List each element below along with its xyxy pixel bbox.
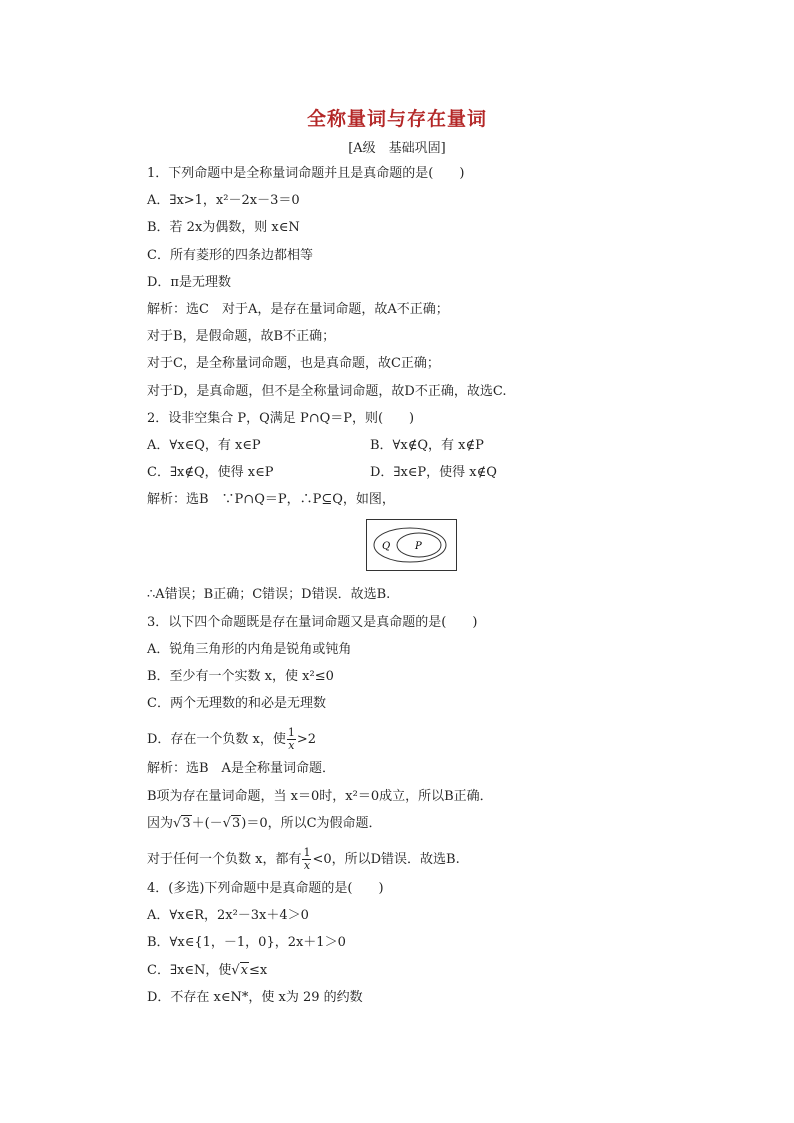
q1-option-b: B．若 2x为偶数，则 x∈N — [147, 220, 300, 236]
fraction-denominator: x — [288, 739, 295, 753]
section-level: [A级 基础巩固] — [348, 141, 446, 156]
q3-solution-3-middle: ＋(－ — [191, 815, 223, 831]
sqrt-radicand-1: 3 — [182, 815, 191, 831]
q1-option-a: A．∃x>1，x²－2x－3＝0 — [147, 193, 300, 209]
q3-solution-3-suffix: )＝0，所以C为假命题． — [241, 815, 382, 831]
fraction-numerator: 1 — [287, 726, 295, 740]
q3-solution-4 — [147, 841, 667, 879]
sqrt-radicand-2: 3 — [231, 815, 241, 831]
q1-solution-3: 对于C，是全称量词命题，也是真命题，故C正确； — [147, 356, 440, 372]
q3-option-a: A．锐角三角形的内角是锐角或钝角 — [147, 641, 352, 657]
q2-option-b: B．∀x∉Q，有 x∉P — [370, 437, 484, 453]
q3-option-c: C．两个无理数的和必是无理数 — [147, 696, 326, 712]
q2-stem: 2．设非空集合 P，Q满足 P∩Q＝P，则( ) — [147, 410, 415, 426]
q3-solution-1: 解析：选B A是全称量词命题． — [147, 761, 335, 777]
sqrt-symbol-3: √ — [231, 962, 240, 978]
q3-solution-2: B项为存在量词命题，当 x＝0时，x²＝0成立，所以B正确． — [147, 788, 493, 804]
q4-option-b: B．∀x∈{1，－1，0}，2x＋1＞0 — [147, 935, 346, 951]
q2-solution-2: ∴A错误；B正确；C错误；D错误．故选B. — [147, 587, 391, 603]
q1-option-d: D．π是无理数 — [147, 274, 231, 290]
q1-solution-4: 对于D，是真命题，但不是全称量词命题，故D不正确，故选C. — [147, 383, 507, 399]
q1-solution-1: 解析：选C 对于A，是存在量词命题，故A不正确； — [147, 301, 449, 317]
q3-option-d-prefix: D．存在一个负数 x，使 — [147, 732, 286, 748]
q3-solution-3 — [147, 814, 667, 841]
q4-option-d: D．不存在 x∈N*，使 x为 29 的约数 — [147, 989, 363, 1005]
fraction-numerator-2: 1 — [303, 845, 311, 859]
q2-option-d: D．∃x∈P，使得 x∉Q — [370, 465, 497, 481]
sqrt-symbol-2: √ — [222, 815, 231, 831]
q1-stem: 1．下列命题中是全称量词命题并且是真命题的是( ) — [147, 166, 465, 181]
venn-diagram-container — [147, 519, 667, 579]
q1-solution-2: 对于B，是假命题，故B不正确； — [147, 329, 336, 345]
q2-solution-1: 解析：选B ∵P∩Q＝P，∴P⊆Q，如图， — [147, 492, 395, 508]
q4-option-c-prefix: C．∃x∈N，使 — [147, 962, 232, 978]
sqrt-symbol: √ — [173, 815, 182, 831]
q3-option-d-suffix: >2 — [296, 732, 317, 748]
fraction-one-over-x-2 — [302, 847, 311, 872]
q2-options-cd — [147, 463, 667, 490]
q3-option-b: B．至少有一个实数 x，使 x²≤0 — [147, 669, 334, 684]
q4-option-a: A．∀x∈R，2x²－3x＋4＞0 — [147, 908, 309, 924]
set-q-label: Q — [382, 541, 391, 553]
q4-option-c — [147, 961, 667, 988]
set-p-label: P — [415, 541, 422, 553]
q3-solution-4-prefix: 对于任何一个负数 x，都有 — [147, 851, 302, 867]
q3-stem: 3．以下四个命题既是存在量词命题又是真命题的是( ) — [147, 614, 478, 630]
fraction-one-over-x — [287, 727, 296, 752]
q4-stem: 4．(多选)下列命题中是真命题的是( ) — [147, 880, 384, 896]
q3-solution-3-prefix: 因为 — [147, 815, 174, 831]
q2-options-ab — [147, 436, 667, 463]
page-title: 全称量词与存在量词 — [306, 108, 487, 130]
q1-option-c: C．所有菱形的四条边都相等 — [147, 247, 313, 263]
content-body — [147, 164, 667, 1015]
sqrt-radicand-x: x — [240, 962, 248, 978]
q4-option-c-suffix: ≤x — [248, 962, 268, 978]
q3-solution-4-suffix: <0，所以D错误．故选B. — [312, 851, 460, 867]
fraction-denominator-2: x — [303, 858, 311, 872]
q2-option-a: A．∀x∈Q，有 x∈P — [147, 437, 261, 453]
q3-option-d — [147, 721, 667, 759]
venn-diagram — [366, 519, 457, 571]
venn-diagram-svg — [367, 520, 456, 570]
q2-option-c: C．∃x∉Q，使得 x∈P — [147, 465, 274, 481]
